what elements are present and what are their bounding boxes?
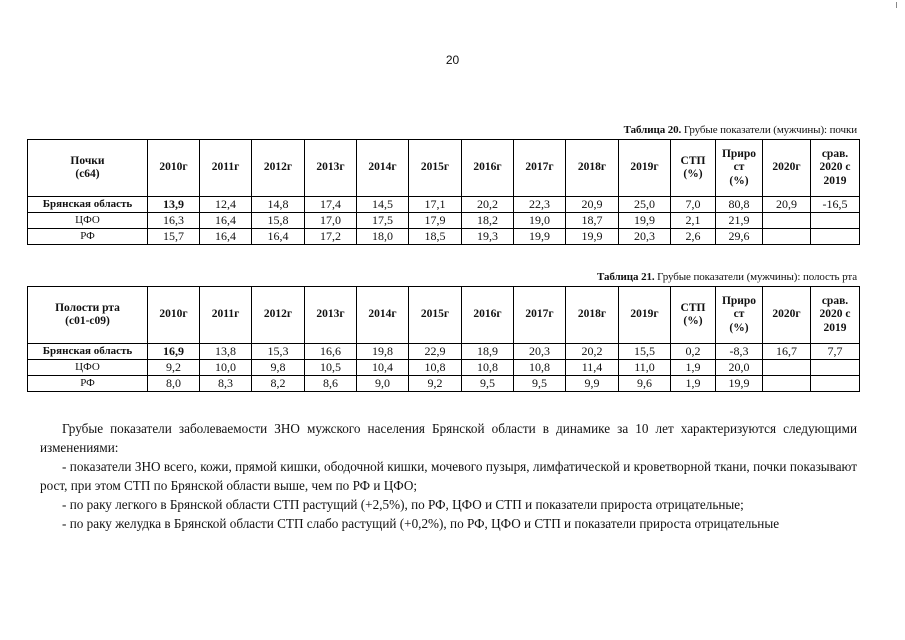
header-year: 2017г [514, 140, 566, 197]
page-number: 20 [445, 53, 460, 67]
cell-value: 19,9 [566, 229, 619, 245]
cell-value: 22,3 [514, 197, 566, 213]
table-row [28, 376, 860, 392]
paragraph: - по раку легкого в Брянской области СТП растущий (+2,5%), по РФ, ЦФО и СТП и показатели прироста отрицательные; [62, 497, 744, 512]
header-year: 2018г [566, 287, 619, 344]
header-year: 2011г [200, 140, 252, 197]
cell-prirost: 29,6 [716, 229, 763, 245]
cell-value: 15,7 [148, 229, 200, 245]
row-label: ЦФО [28, 213, 148, 229]
cell-value: 15,3 [252, 344, 305, 360]
row-label: ЦФО [28, 360, 148, 376]
cell-value: 17,0 [305, 213, 357, 229]
cell-value: 10,8 [514, 360, 566, 376]
cell-value: 17,1 [409, 197, 462, 213]
cell-prirost: 20,0 [716, 360, 763, 376]
row-label: Брянская область [28, 344, 148, 360]
cell-prirost: -8,3 [716, 344, 763, 360]
cell-value: 16,4 [252, 229, 305, 245]
cell-2020 [763, 229, 811, 245]
cell-value: 8,2 [252, 376, 305, 392]
header-comparison: срав. 2020 с 2019 [811, 140, 860, 197]
header-stp: СТП (%) [671, 140, 716, 197]
cell-value: 18,9 [462, 344, 514, 360]
cell-value: 17,9 [409, 213, 462, 229]
header-year: 2019г [619, 287, 671, 344]
cell-value: 19,0 [514, 213, 566, 229]
cell-value: 9,5 [514, 376, 566, 392]
paragraph: - показатели ЗНО всего, кожи, прямой кишки, ободочной кишки, мочевого пузыря, лимфатической и кроветворной ткани, почки показывают рост, при этом СТП по Брянской области выше, чем по РФ и ЦФО; [40, 459, 857, 493]
cell-value: 11,0 [619, 360, 671, 376]
row-label: РФ [28, 229, 148, 245]
cell-2020: 16,7 [763, 344, 811, 360]
header-year: 2013г [305, 287, 357, 344]
cell-value: 25,0 [619, 197, 671, 213]
cell-value: 10,8 [462, 360, 514, 376]
table-caption-label: Таблица 20. [623, 124, 682, 136]
cell-value: 17,2 [305, 229, 357, 245]
cell-value: 9,8 [252, 360, 305, 376]
cell-comparison: 7,7 [811, 344, 860, 360]
paragraph: Грубые показатели заболеваемости ЗНО мужского населения Брянской области в динамике за 10 лет характеризуются следующими изменениями: [40, 421, 857, 455]
cell-prirost: 19,9 [716, 376, 763, 392]
cell-comparison [811, 213, 860, 229]
table-caption-text: Грубые показатели (мужчины): полость рта [654, 271, 857, 283]
cell-2020: 20,9 [763, 197, 811, 213]
cell-stp: 7,0 [671, 197, 716, 213]
cell-2020 [763, 376, 811, 392]
cell-stp: 2,1 [671, 213, 716, 229]
cell-value: 15,8 [252, 213, 305, 229]
cell-value: 15,5 [619, 344, 671, 360]
header-year: 2016г [462, 140, 514, 197]
cell-2020 [763, 213, 811, 229]
header-year: 2015г [409, 287, 462, 344]
cell-value: 10,5 [305, 360, 357, 376]
header-comparison: срав. 2020 с 2019 [811, 287, 860, 344]
table-row [28, 360, 860, 376]
cell-value: 9,0 [357, 376, 409, 392]
cell-2020 [763, 360, 811, 376]
cell-prirost: 80,8 [716, 197, 763, 213]
header-year: 2012г [252, 287, 305, 344]
header-year: 2013г [305, 140, 357, 197]
cell-comparison: -16,5 [811, 197, 860, 213]
cell-comparison [811, 229, 860, 245]
cell-value: 11,4 [566, 360, 619, 376]
paragraph: - по раку желудка в Брянской области СТП слабо растущий (+0,2%), по РФ, ЦФО и СТП и показатели прироста отрицательные [62, 516, 780, 531]
table-row [28, 197, 860, 213]
cell-prirost: 21,9 [716, 213, 763, 229]
cell-value: 16,9 [148, 344, 200, 360]
header-prirost: Приро ст (%) [716, 140, 763, 197]
cell-value: 9,5 [462, 376, 514, 392]
cell-value: 20,9 [566, 197, 619, 213]
cell-value: 16,3 [148, 213, 200, 229]
cell-value: 14,5 [357, 197, 409, 213]
cell-value: 19,9 [619, 213, 671, 229]
cell-value: 18,5 [409, 229, 462, 245]
header-year-2020: 2020г [763, 287, 811, 344]
header-year: 2017г [514, 287, 566, 344]
header-year-2020: 2020г [763, 140, 811, 197]
cell-value: 18,0 [357, 229, 409, 245]
cell-value: 10,8 [409, 360, 462, 376]
cell-value: 9,2 [148, 360, 200, 376]
header-year: 2016г [462, 287, 514, 344]
cell-value: 8,6 [305, 376, 357, 392]
header-year: 2010г [148, 287, 200, 344]
cell-value: 19,9 [514, 229, 566, 245]
table-20 [27, 139, 860, 245]
row-label: Брянская область [28, 197, 148, 213]
table-20-caption [624, 124, 857, 136]
table-row [28, 344, 860, 360]
cell-value: 16,6 [305, 344, 357, 360]
header-year: 2015г [409, 140, 462, 197]
cell-value: 8,0 [148, 376, 200, 392]
header-category: Почки (c64) [28, 140, 148, 197]
cell-value: 12,4 [200, 197, 252, 213]
cell-value: 10,4 [357, 360, 409, 376]
cell-value: 8,3 [200, 376, 252, 392]
header-year: 2012г [252, 140, 305, 197]
cell-value: 17,4 [305, 197, 357, 213]
header-prirost: Приро ст (%) [716, 287, 763, 344]
cell-value: 13,9 [148, 197, 200, 213]
header-year: 2014г [357, 287, 409, 344]
cell-value: 10,0 [200, 360, 252, 376]
cell-value: 14,8 [252, 197, 305, 213]
table-row [28, 213, 860, 229]
cell-value: 19,3 [462, 229, 514, 245]
header-year: 2018г [566, 140, 619, 197]
cell-stp: 2,6 [671, 229, 716, 245]
cell-value: 13,8 [200, 344, 252, 360]
cell-value: 22,9 [409, 344, 462, 360]
cell-value: 18,2 [462, 213, 514, 229]
cell-value: 20,2 [566, 344, 619, 360]
cell-value: 9,9 [566, 376, 619, 392]
table-row [28, 229, 860, 245]
cell-value: 16,4 [200, 213, 252, 229]
header-year: 2010г [148, 140, 200, 197]
header-year: 2014г [357, 140, 409, 197]
table-caption-text: Грубые показатели (мужчины): почки [681, 124, 857, 136]
cell-stp: 0,2 [671, 344, 716, 360]
cell-value: 20,2 [462, 197, 514, 213]
table-caption-label: Таблица 21. [596, 271, 655, 283]
cell-value: 19,8 [357, 344, 409, 360]
cell-value: 20,3 [619, 229, 671, 245]
header-category: Полости рта (c01-c09) [28, 287, 148, 344]
cell-stp: 1,9 [671, 360, 716, 376]
cell-value: 17,5 [357, 213, 409, 229]
cell-value: 16,4 [200, 229, 252, 245]
table-21-caption [597, 271, 857, 283]
header-year: 2019г [619, 140, 671, 197]
corner-mark [896, 2, 897, 8]
row-label: РФ [28, 376, 148, 392]
header-stp: СТП (%) [671, 287, 716, 344]
cell-value: 18,7 [566, 213, 619, 229]
cell-value: 20,3 [514, 344, 566, 360]
header-year: 2011г [200, 287, 252, 344]
table-21 [27, 286, 860, 392]
cell-comparison [811, 376, 860, 392]
cell-comparison [811, 360, 860, 376]
cell-value: 9,6 [619, 376, 671, 392]
cell-value: 9,2 [409, 376, 462, 392]
cell-stp: 1,9 [671, 376, 716, 392]
body-text [40, 419, 857, 533]
